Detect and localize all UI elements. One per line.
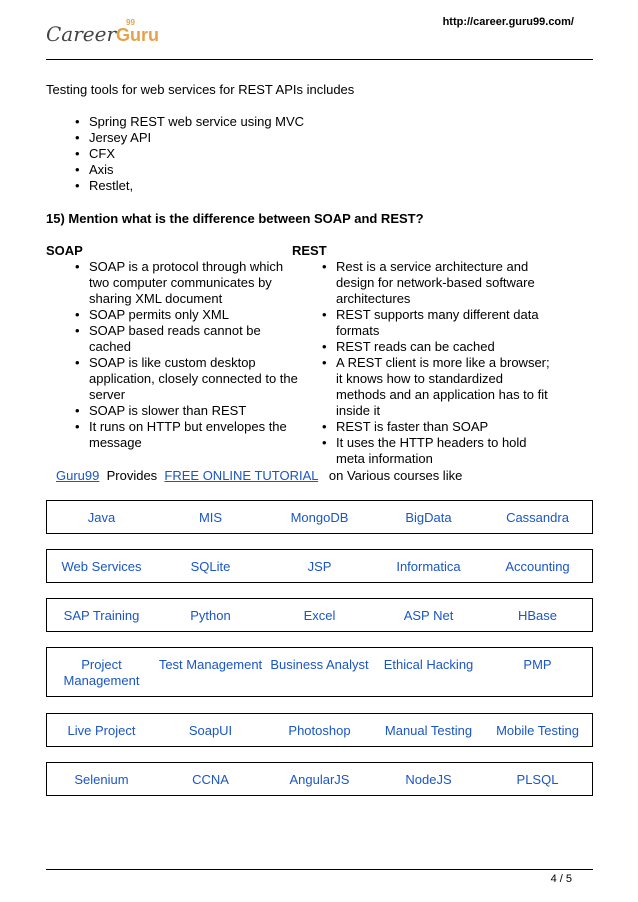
list-item: • SOAP based reads cannot be cached [75, 323, 300, 355]
course-link[interactable]: BigData [405, 510, 452, 525]
list-item: • Rest is a service architecture and design for network-based software architectures [322, 259, 552, 307]
footer-divider [46, 869, 593, 870]
list-item: • SOAP permits only XML [75, 307, 300, 323]
course-link[interactable]: Ethical Hacking [383, 657, 474, 672]
list-item: • It uses the HTTP headers to hold meta information [322, 435, 552, 467]
soap-heading: SOAP [46, 243, 83, 258]
page-number: 4 / 5 [550, 873, 572, 885]
course-row [46, 500, 593, 534]
course-link[interactable]: Photoshop [288, 723, 351, 738]
course-link[interactable]: NodeJS [405, 772, 452, 787]
logo-superscript: 99 [126, 18, 135, 27]
career-guru-logo [46, 18, 160, 48]
course-link[interactable]: Manual Testing [384, 723, 473, 738]
list-item: • It runs on HTTP but envelopes the message [75, 419, 300, 451]
question-heading: 15) Mention what is the difference between SOAP and REST? [46, 211, 424, 226]
course-link[interactable]: Project Management [63, 657, 140, 688]
logo-guru-text: Guru [116, 25, 160, 45]
list-item: • Jersey API [75, 130, 304, 146]
course-link[interactable]: MIS [198, 510, 223, 525]
free-tutorial-link[interactable]: FREE ONLINE TUTORIAL [164, 468, 319, 483]
header-url[interactable]: http://career.guru99.com/ [442, 16, 574, 28]
course-link[interactable]: Cassandra [506, 510, 569, 525]
list-item: • Restlet, [75, 178, 304, 194]
list-item: • REST reads can be cached [322, 339, 552, 355]
course-link[interactable]: CCNA [192, 772, 229, 787]
course-row [46, 762, 593, 796]
list-item: • SOAP is a protocol through which two computer communicates by sharing XML document [75, 259, 300, 307]
intro-text: Testing tools for web services for REST APIs includes [46, 82, 355, 97]
course-link[interactable]: Excel [303, 608, 336, 623]
provides-line [56, 468, 462, 483]
soap-list [75, 259, 300, 451]
course-link[interactable]: PMP [523, 657, 552, 672]
course-link[interactable]: HBase [517, 608, 558, 623]
course-link[interactable]: Business Analyst [270, 657, 369, 672]
rest-heading: REST [292, 243, 327, 258]
logo-career-text: Career [46, 22, 117, 46]
course-link[interactable]: MongoDB [290, 510, 349, 525]
guru99-link[interactable]: Guru99 [56, 468, 100, 483]
course-link[interactable]: Web Services [61, 559, 142, 574]
course-link[interactable]: PLSQL [516, 772, 559, 787]
course-link[interactable]: Test Management [158, 657, 263, 672]
course-link[interactable]: Java [87, 510, 116, 525]
course-link[interactable]: SoapUI [188, 723, 233, 738]
course-link[interactable]: Mobile Testing [496, 723, 579, 738]
list-item: • CFX [75, 146, 304, 162]
rest-list [322, 259, 552, 467]
list-item: • REST is faster than SOAP [322, 419, 552, 435]
course-link[interactable]: Selenium [74, 772, 129, 787]
course-link[interactable]: Python [190, 608, 231, 623]
course-link[interactable]: AngularJS [289, 772, 350, 787]
list-item: • SOAP is like custom desktop application, closely connected to the server [75, 355, 300, 403]
courses-text: on Various courses like [318, 468, 463, 483]
course-link[interactable]: Informatica [396, 559, 461, 574]
list-item: • REST supports many different data formats [322, 307, 552, 339]
list-item: • SOAP is slower than REST [75, 403, 300, 419]
list-item: • Axis [75, 162, 304, 178]
course-link[interactable]: Accounting [505, 559, 570, 574]
course-row [46, 549, 593, 583]
course-row [46, 713, 593, 747]
course-link[interactable]: Live Project [67, 723, 136, 738]
header-divider [46, 59, 593, 60]
provides-text: Provides [99, 468, 165, 483]
course-link[interactable]: SAP Training [63, 608, 140, 623]
list-item: • Spring REST web service using MVC [75, 114, 304, 130]
course-row [46, 647, 593, 697]
course-row [46, 598, 593, 632]
course-link[interactable]: SQLite [190, 559, 231, 574]
list-item: • A REST client is more like a browser; it knows how to standardized methods and an application has to fit inside it [322, 355, 552, 419]
course-link[interactable]: JSP [307, 559, 332, 574]
course-link[interactable]: ASP Net [403, 608, 454, 623]
tools-list [75, 114, 304, 194]
